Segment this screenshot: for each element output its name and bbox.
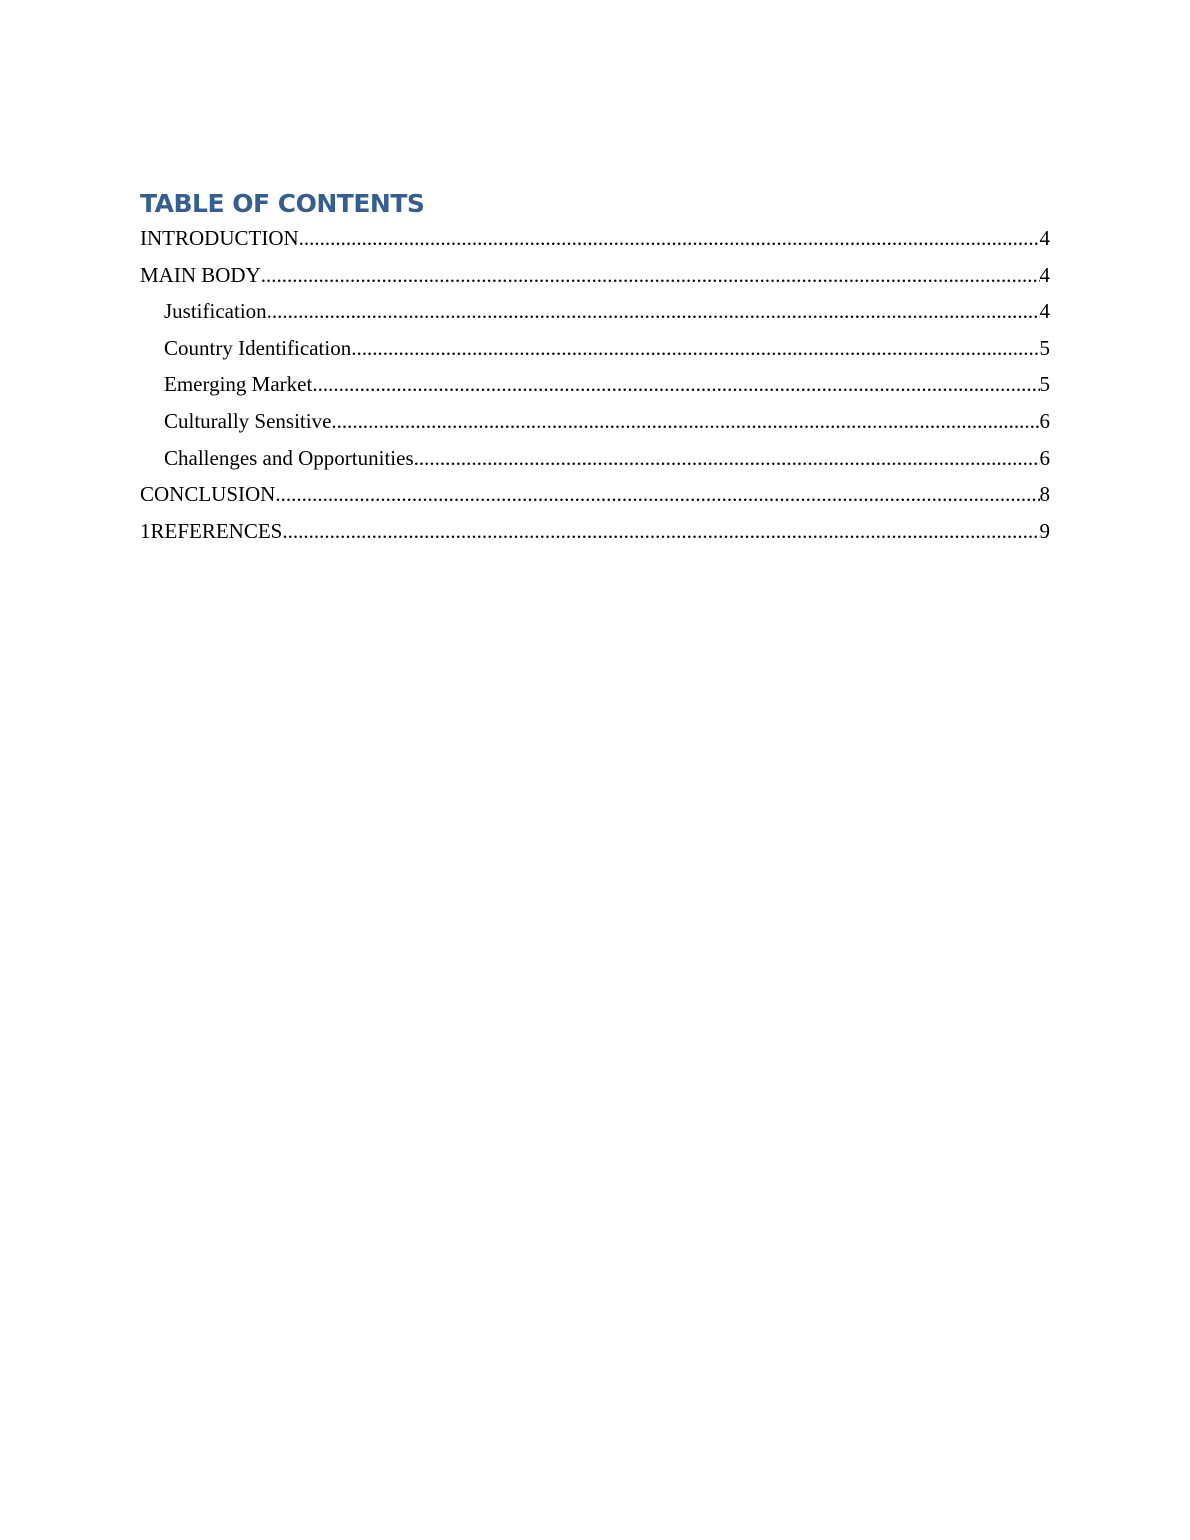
toc-entry-label: Culturally Sensitive (164, 408, 332, 433)
toc-page-number: 4 (1039, 262, 1050, 287)
toc-entry-references[interactable] (140, 519, 1050, 556)
toc-page-number: 6 (1039, 445, 1050, 470)
toc-page-number: 4 (1039, 226, 1050, 250)
toc-dot-leader (331, 409, 1039, 434)
toc-page-number: 5 (1039, 335, 1050, 360)
toc-entry-emerging-market[interactable] (140, 372, 1050, 409)
toc-dot-leader (351, 336, 1039, 361)
table-of-contents (140, 186, 1050, 555)
toc-dot-leader (299, 226, 1040, 251)
toc-entry-challenges-and-opportunities[interactable] (140, 446, 1050, 483)
toc-dot-leader (312, 372, 1039, 397)
toc-entry-label: MAIN BODY (140, 262, 261, 287)
toc-dot-leader (282, 519, 1039, 544)
toc-entry-label: Emerging Market (164, 372, 313, 397)
toc-entry-culturally-sensitive[interactable] (140, 409, 1050, 446)
toc-entry-main-body[interactable] (140, 263, 1050, 300)
toc-entry-conclusion[interactable] (140, 482, 1050, 519)
toc-page-number: 9 (1039, 518, 1050, 543)
toc-dot-leader (261, 263, 1040, 288)
toc-list (140, 226, 1050, 555)
toc-page-number: 5 (1039, 372, 1050, 397)
toc-dot-leader (414, 446, 1040, 471)
toc-dot-leader (275, 482, 1039, 507)
toc-entry-label: Justification (164, 299, 267, 324)
toc-entry-label: INTRODUCTION (140, 226, 299, 250)
toc-entry-label: Challenges and Opportunities (164, 445, 414, 470)
toc-entry-country-identification[interactable] (140, 336, 1050, 373)
toc-page-number: 8 (1039, 482, 1050, 507)
toc-entry-label: CONCLUSION (140, 482, 276, 507)
toc-entry-justification[interactable] (140, 299, 1050, 336)
toc-entry-label: 1REFERENCES (140, 518, 283, 543)
toc-dot-leader (267, 299, 1040, 324)
toc-entry-label: Country Identification (164, 335, 352, 360)
toc-page-number: 6 (1039, 408, 1050, 433)
toc-entry-introduction[interactable] (140, 226, 1050, 263)
toc-title: TABLE OF CONTENTS (140, 189, 425, 218)
toc-page-number: 4 (1039, 299, 1050, 324)
